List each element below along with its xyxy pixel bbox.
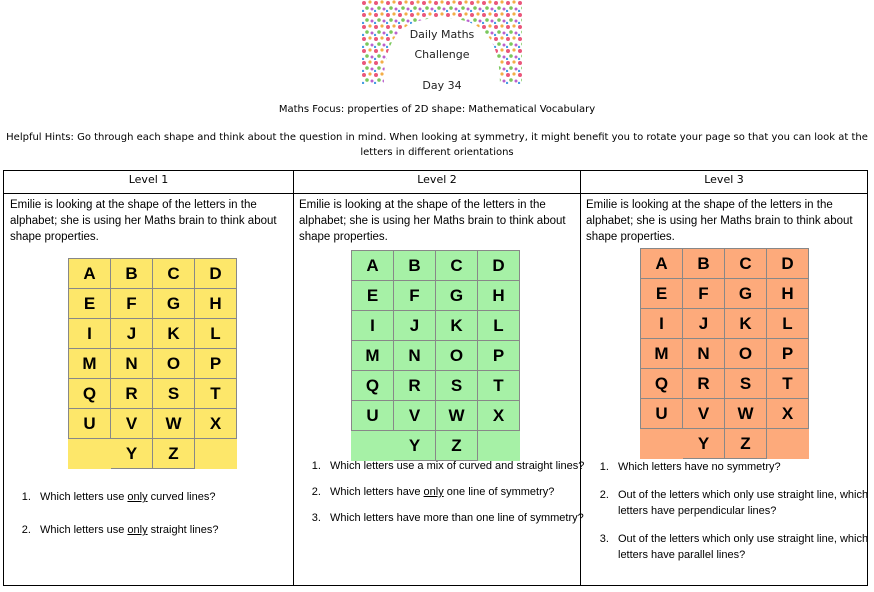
letter-cell-w: W xyxy=(153,409,195,439)
letter-cell-m: M xyxy=(641,339,683,369)
letter-cell-c: C xyxy=(725,249,767,279)
letter-cell-h: H xyxy=(195,289,237,319)
letter-cell-f: F xyxy=(683,279,725,309)
letter-grid-row xyxy=(641,369,809,399)
letter-grid-row xyxy=(69,409,237,439)
letter-cell-s: S xyxy=(725,369,767,399)
letter-grid-row xyxy=(352,431,520,461)
letter-cell-k: K xyxy=(153,319,195,349)
empty-cell xyxy=(478,431,520,461)
letter-cell-n: N xyxy=(394,341,436,371)
letter-cell-r: R xyxy=(111,379,153,409)
question-text: Which letters have xyxy=(330,486,424,498)
letter-cell-h: H xyxy=(767,279,809,309)
letter-cell-x: X xyxy=(478,401,520,431)
letter-cell-t: T xyxy=(195,379,237,409)
letter-grid-row xyxy=(69,319,237,349)
letter-cell-r: R xyxy=(683,369,725,399)
question-emphasis: only xyxy=(423,486,444,498)
letter-cell-c: C xyxy=(436,251,478,281)
letter-cell-q: Q xyxy=(641,369,683,399)
letter-cell-g: G xyxy=(436,281,478,311)
empty-cell xyxy=(767,429,809,459)
level-1-header: Level 1 xyxy=(128,173,169,186)
letter-cell-w: W xyxy=(436,401,478,431)
levels-table xyxy=(3,170,868,586)
letter-cell-v: V xyxy=(683,399,725,429)
letter-cell-k: K xyxy=(436,311,478,341)
letter-cell-d: D xyxy=(478,251,520,281)
letter-cell-o: O xyxy=(153,349,195,379)
letter-cell-d: D xyxy=(195,259,237,289)
letter-grid-row xyxy=(69,349,237,379)
letter-grid-row xyxy=(352,281,520,311)
letter-grid-row xyxy=(641,339,809,369)
letter-cell-z: Z xyxy=(436,431,478,461)
letter-cell-w: W xyxy=(725,399,767,429)
letter-cell-q: Q xyxy=(352,371,394,401)
letter-cell-t: T xyxy=(767,369,809,399)
question-text: Out of the letters which only use straight line, which letters have perpendicular lines? xyxy=(618,489,869,517)
question-text: Out of the letters which only use straight line, which letters have parallel lines? xyxy=(618,533,869,561)
letter-cell-n: N xyxy=(111,349,153,379)
letter-cell-g: G xyxy=(725,279,767,309)
level-2-intro: Emilie is looking at the shape of the letters in the alphabet; she is using her Maths brain to think about shape properties. xyxy=(299,199,566,243)
letter-grid-row xyxy=(641,249,809,279)
question-item xyxy=(324,458,586,474)
letter-cell-k: K xyxy=(725,309,767,339)
helpful-hints: Helpful Hints: Go through each shape and think about the question in mind. When looking at symmetry, it might benefit you to rotate your page so that you can look at the letters in different orientations xyxy=(6,132,868,158)
question-text: Which letters have more than one line of symmetry? xyxy=(330,512,584,524)
day-label: Day 34 xyxy=(422,79,462,92)
letter-grid-row xyxy=(641,279,809,309)
letter-grid-row xyxy=(641,429,809,459)
question-text: Which letters use a mix of curved and straight lines? xyxy=(330,460,585,472)
letter-cell-l: L xyxy=(195,319,237,349)
question-item xyxy=(324,510,586,526)
letter-cell-t: T xyxy=(478,371,520,401)
letter-grid-row xyxy=(352,371,520,401)
letter-cell-d: D xyxy=(767,249,809,279)
letter-cell-a: A xyxy=(641,249,683,279)
letter-cell-a: A xyxy=(352,251,394,281)
question-text: curved lines? xyxy=(147,491,216,503)
letter-cell-m: M xyxy=(69,349,111,379)
letter-cell-m: M xyxy=(352,341,394,371)
letter-cell-i: I xyxy=(69,319,111,349)
letter-cell-l: L xyxy=(767,309,809,339)
letter-cell-l: L xyxy=(478,311,520,341)
letter-cell-p: P xyxy=(195,349,237,379)
letter-grid-row xyxy=(352,341,520,371)
empty-cell xyxy=(641,429,683,459)
letter-cell-o: O xyxy=(436,341,478,371)
letter-cell-y: Y xyxy=(683,429,725,459)
letter-cell-s: S xyxy=(153,379,195,409)
level-1-intro: Emilie is looking at the shape of the letters in the alphabet; she is using her Maths brain to think about shape properties. xyxy=(10,199,277,243)
level-3-header: Level 3 xyxy=(704,173,744,186)
empty-cell xyxy=(69,439,111,469)
letter-cell-b: B xyxy=(683,249,725,279)
question-item xyxy=(612,531,874,563)
question-text: Which letters use xyxy=(40,491,128,503)
question-text: Which letters use xyxy=(40,524,128,536)
letter-cell-v: V xyxy=(394,401,436,431)
letter-cell-r: R xyxy=(394,371,436,401)
letter-cell-p: P xyxy=(478,341,520,371)
letter-cell-c: C xyxy=(153,259,195,289)
question-item xyxy=(612,459,874,475)
letter-cell-n: N xyxy=(683,339,725,369)
letter-cell-e: E xyxy=(69,289,111,319)
confetti-frame-icon xyxy=(362,0,522,84)
question-text: Which letters have no symmetry? xyxy=(618,461,781,473)
empty-cell xyxy=(352,431,394,461)
maths-focus: Maths Focus: properties of 2D shape: Mathematical Vocabulary xyxy=(278,104,596,115)
letter-grid-row xyxy=(69,439,237,469)
letter-grid-row xyxy=(352,401,520,431)
letter-cell-z: Z xyxy=(725,429,767,459)
letter-cell-a: A xyxy=(69,259,111,289)
level-1-letter-grid xyxy=(68,258,237,469)
level-1-questions xyxy=(6,489,304,539)
level-2-letter-grid xyxy=(351,250,520,461)
letter-cell-u: U xyxy=(641,399,683,429)
letter-cell-e: E xyxy=(641,279,683,309)
letter-grid-row xyxy=(69,379,237,409)
question-item xyxy=(34,522,304,539)
letter-cell-b: B xyxy=(394,251,436,281)
letter-cell-s: S xyxy=(436,371,478,401)
letter-cell-y: Y xyxy=(111,439,153,469)
letter-cell-x: X xyxy=(767,399,809,429)
letter-cell-u: U xyxy=(69,409,111,439)
letter-cell-u: U xyxy=(352,401,394,431)
level-3-questions xyxy=(584,459,874,563)
letter-grid-row xyxy=(352,311,520,341)
letter-cell-b: B xyxy=(111,259,153,289)
letter-cell-e: E xyxy=(352,281,394,311)
letter-grid-row xyxy=(69,289,237,319)
level-2-header: Level 2 xyxy=(417,173,457,186)
challenge-title-line2: Challenge xyxy=(414,48,470,61)
letter-grid-row xyxy=(641,309,809,339)
level-2-questions xyxy=(296,458,586,526)
letter-grid-row xyxy=(352,251,520,281)
question-text: straight lines? xyxy=(147,524,219,536)
question-item xyxy=(612,487,874,519)
question-item xyxy=(34,489,304,506)
letter-cell-o: O xyxy=(725,339,767,369)
question-item xyxy=(324,484,586,500)
letter-cell-f: F xyxy=(394,281,436,311)
decorative-banner xyxy=(362,0,522,84)
letter-cell-q: Q xyxy=(69,379,111,409)
letter-cell-i: I xyxy=(641,309,683,339)
letter-cell-j: J xyxy=(394,311,436,341)
question-text: one line of symmetry? xyxy=(443,486,555,498)
level-3-intro: Emilie is looking at the shape of the letters in the alphabet; she is using her Maths brain to think about shape properties. xyxy=(586,199,853,243)
level-3-letter-grid xyxy=(640,248,809,459)
letter-cell-i: I xyxy=(352,311,394,341)
letter-cell-g: G xyxy=(153,289,195,319)
question-emphasis: only xyxy=(127,524,148,536)
letter-cell-y: Y xyxy=(394,431,436,461)
letter-cell-x: X xyxy=(195,409,237,439)
letter-cell-j: J xyxy=(683,309,725,339)
letter-cell-h: H xyxy=(478,281,520,311)
letter-grid-row xyxy=(69,259,237,289)
letter-cell-z: Z xyxy=(153,439,195,469)
question-emphasis: only xyxy=(127,491,148,503)
letter-cell-f: F xyxy=(111,289,153,319)
letter-cell-j: J xyxy=(111,319,153,349)
challenge-title-line1: Daily Maths xyxy=(409,28,475,41)
letter-cell-p: P xyxy=(767,339,809,369)
letter-grid-row xyxy=(641,399,809,429)
empty-cell xyxy=(195,439,237,469)
letter-cell-v: V xyxy=(111,409,153,439)
